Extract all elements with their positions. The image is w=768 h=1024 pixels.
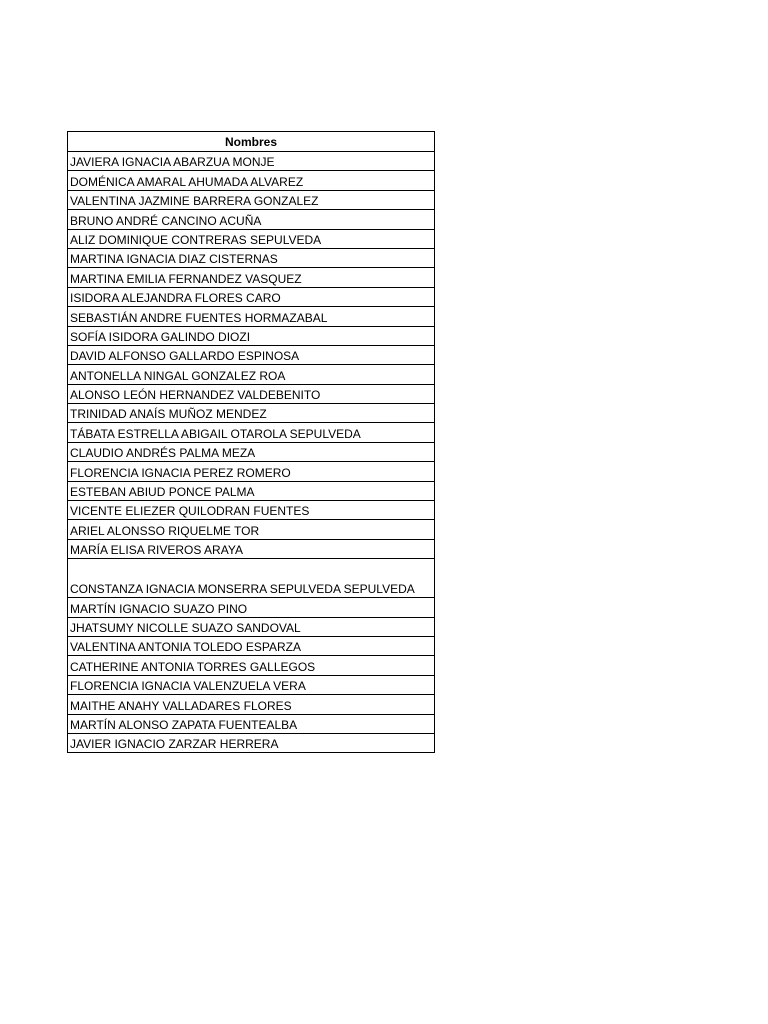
table-row: [68, 210, 435, 229]
table-row: [68, 326, 435, 345]
table-row: [68, 287, 435, 306]
table-row: [68, 171, 435, 190]
table-row: [68, 345, 435, 364]
table-row: [68, 268, 435, 287]
table-row: [68, 190, 435, 209]
table-row: [68, 733, 435, 752]
name-cell: MARÍA ELISA RIVEROS ARAYA: [68, 539, 435, 558]
names-table: [67, 131, 435, 753]
table-row: [68, 404, 435, 423]
table-row: [68, 384, 435, 403]
name-cell: JHATSUMY NICOLLE SUAZO SANDOVAL: [68, 617, 435, 636]
table-row: [68, 714, 435, 733]
column-header-nombres: Nombres: [68, 132, 435, 152]
name-cell: MAITHE ANAHY VALLADARES FLORES: [68, 695, 435, 714]
table-row: [68, 656, 435, 675]
table-row: [68, 365, 435, 384]
name-cell: VALENTINA ANTONIA TOLEDO ESPARZA: [68, 636, 435, 655]
name-cell: FLORENCIA IGNACIA VALENZUELA VERA: [68, 675, 435, 694]
table-row: [68, 307, 435, 326]
table-row: [68, 520, 435, 539]
name-cell: MARTÍN IGNACIO SUAZO PINO: [68, 598, 435, 617]
name-cell: SEBASTIÁN ANDRE FUENTES HORMAZABAL: [68, 307, 435, 326]
name-cell: JAVIERA IGNACIA ABARZUA MONJE: [68, 152, 435, 171]
name-cell: FLORENCIA IGNACIA PEREZ ROMERO: [68, 462, 435, 481]
name-cell: MARTINA EMILIA FERNANDEZ VASQUEZ: [68, 268, 435, 287]
table-row: [68, 442, 435, 461]
name-cell: ESTEBAN ABIUD PONCE PALMA: [68, 481, 435, 500]
table-row: [68, 152, 435, 171]
name-cell: ARIEL ALONSSO RIQUELME TOR: [68, 520, 435, 539]
table-row: [68, 617, 435, 636]
name-cell: JAVIER IGNACIO ZARZAR HERRERA: [68, 733, 435, 752]
table-row: [68, 248, 435, 267]
table-row: [68, 229, 435, 248]
name-cell: MARTINA IGNACIA DIAZ CISTERNAS: [68, 248, 435, 267]
name-cell: ISIDORA ALEJANDRA FLORES CARO: [68, 287, 435, 306]
name-cell: ANTONELLA NINGAL GONZALEZ ROA: [68, 365, 435, 384]
table-row: [68, 598, 435, 617]
table-row: [68, 539, 435, 558]
name-cell: MARTÍN ALONSO ZAPATA FUENTEALBA: [68, 714, 435, 733]
name-cell: BRUNO ANDRÉ CANCINO ACUÑA: [68, 210, 435, 229]
table-row: [68, 423, 435, 442]
name-cell: ALONSO LEÓN HERNANDEZ VALDEBENITO: [68, 384, 435, 403]
name-cell: CONSTANZA IGNACIA MONSERRA SEPULVEDA SEPULVEDA: [68, 559, 435, 598]
name-cell: CLAUDIO ANDRÉS PALMA MEZA: [68, 442, 435, 461]
table-row: [68, 462, 435, 481]
table-row: [68, 675, 435, 694]
name-cell: CATHERINE ANTONIA TORRES GALLEGOS: [68, 656, 435, 675]
table-header-row: [68, 132, 435, 152]
name-cell: VALENTINA JAZMINE BARRERA GONZALEZ: [68, 190, 435, 209]
name-cell: DOMÉNICA AMARAL AHUMADA ALVAREZ: [68, 171, 435, 190]
name-cell: DAVID ALFONSO GALLARDO ESPINOSA: [68, 345, 435, 364]
name-cell: TÁBATA ESTRELLA ABIGAIL OTAROLA SEPULVEDA: [68, 423, 435, 442]
name-cell: SOFÍA ISIDORA GALINDO DIOZI: [68, 326, 435, 345]
table-row: [68, 636, 435, 655]
table-row: [68, 559, 435, 598]
table-row: [68, 695, 435, 714]
table-row: [68, 501, 435, 520]
name-cell: TRINIDAD ANAÍS MUÑOZ MENDEZ: [68, 404, 435, 423]
name-cell: ALIZ DOMINIQUE CONTRERAS SEPULVEDA: [68, 229, 435, 248]
name-cell: VICENTE ELIEZER QUILODRAN FUENTES: [68, 501, 435, 520]
table-row: [68, 481, 435, 500]
